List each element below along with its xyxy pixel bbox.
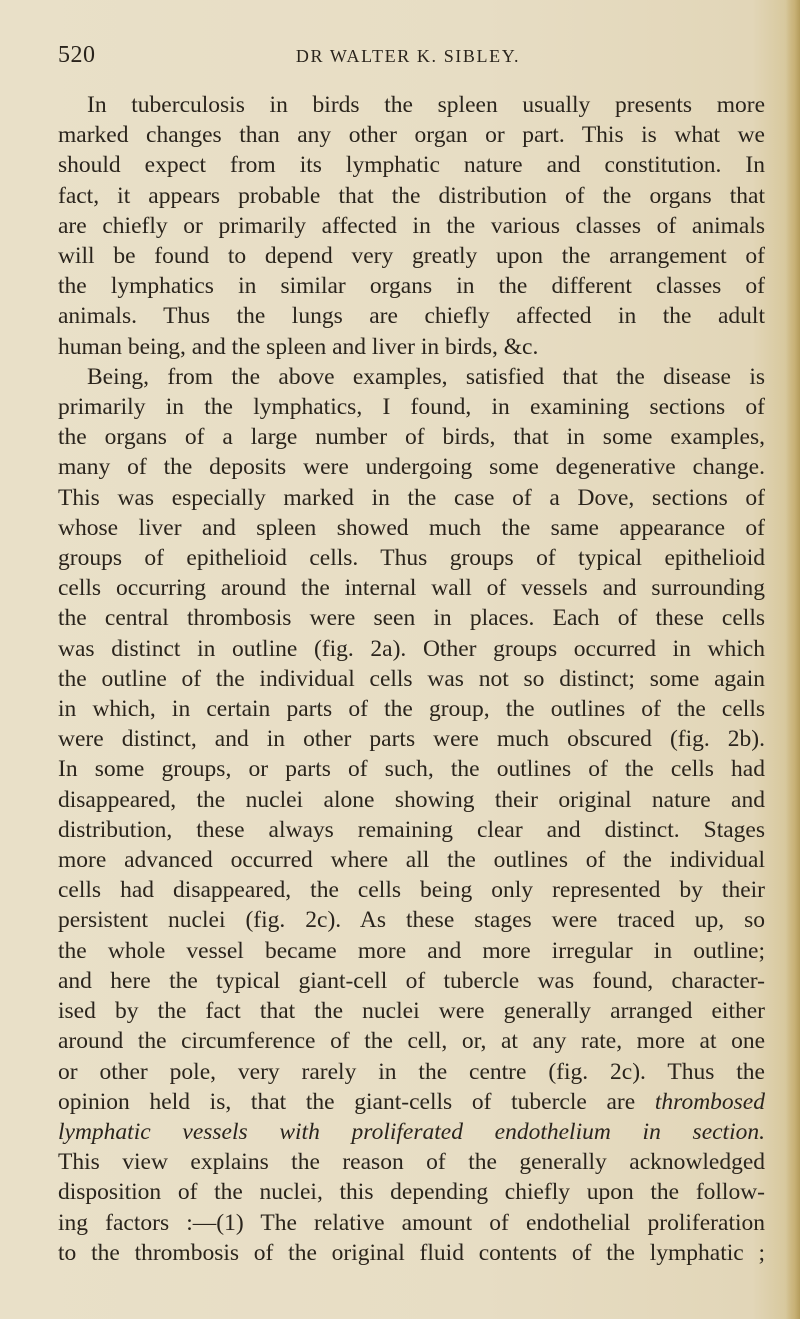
text-line: cells occurring around the internal wall of vessels and surrounding	[58, 575, 765, 602]
text-line: ised by the fact that the nuclei were generally arranged either	[58, 998, 765, 1025]
text-line: the central thrombosis were seen in places. Each of these cells	[58, 605, 765, 632]
text-line: in which, in certain parts of the group, the outlines of the cells	[58, 696, 765, 723]
text-line: the whole vessel became more and more irregular in outline;	[58, 937, 765, 964]
text-line: the organs of a large number of birds, that in some examples,	[58, 424, 765, 451]
text-line: to the thrombosis of the original fluid contents of the lymphatic ;	[58, 1239, 765, 1266]
text-line: fact, it appears probable that the distribution of the organs that	[58, 182, 765, 209]
text-line: many of the deposits were undergoing some degenerative change.	[58, 454, 765, 481]
text-line: marked changes than any other organ or part. This is what we	[58, 122, 765, 149]
text-line: disposition of the nuclei, this depending chiefly upon the follow-	[58, 1179, 765, 1206]
body-text	[58, 90, 765, 1268]
text-line: This view explains the reason of the generally acknowledged	[58, 1149, 765, 1176]
text-line: should expect from its lymphatic nature and constitution. In	[58, 152, 765, 179]
page-number: 520	[58, 42, 96, 68]
text-line: opinion held is, that the giant-cells of tubercle are thrombosed	[58, 1088, 765, 1115]
text-line: cells had disappeared, the cells being only represented by their	[58, 877, 765, 904]
running-head: DR WALTER K. SIBLEY.	[295, 46, 521, 66]
text-line: disappeared, the nuclei alone showing their original nature and	[58, 786, 765, 813]
text-line: the outline of the individual cells was not so distinct; some again	[58, 665, 765, 692]
text-line: and here the typical giant-cell of tubercle was found, character-	[58, 967, 765, 994]
text-line: more advanced occurred where all the outlines of the individual	[58, 847, 765, 874]
text-line: around the circumference of the cell, or, at any rate, more at one	[58, 1028, 765, 1055]
text-line: Being, from the above examples, satisfied that the disease is	[87, 363, 765, 390]
text-line: distribution, these always remaining clear and distinct. Stages	[58, 816, 765, 843]
text-line: whose liver and spleen showed much the same appearance of	[58, 514, 765, 541]
page-header	[58, 42, 758, 72]
text-line: human being, and the spleen and liver in birds, &c.	[58, 333, 539, 360]
text-line: This was especially marked in the case of a Dove, sections of	[58, 484, 765, 511]
text-line: the lymphatics in similar organs in the different classes of	[58, 273, 765, 300]
text-line: In some groups, or parts of such, the outlines of the cells had	[58, 756, 765, 783]
text-line: animals. Thus the lungs are chiefly affected in the adult	[58, 303, 765, 330]
text-line: are chiefly or primarily affected in the various classes of animals	[58, 212, 765, 239]
text-line: lymphatic vessels with proliferated endothelium in section.	[58, 1118, 765, 1145]
text-line: persistent nuclei (fig. 2c). As these stages were traced up, so	[58, 907, 765, 934]
text-line: In tuberculosis in birds the spleen usually presents more	[87, 92, 765, 118]
text-line: will be found to depend very greatly upon the arrangement of	[58, 243, 765, 270]
page-edge-shadow	[786, 0, 800, 1319]
text-line: or other pole, very rarely in the centre (fig. 2c). Thus the	[58, 1058, 765, 1085]
text-line: was distinct in outline (fig. 2a). Other groups occurred in which	[58, 635, 765, 662]
text-line: groups of epithelioid cells. Thus groups of typical epithelioid	[58, 545, 765, 572]
text-line: ing factors :—(1) The relative amount of endothelial proliferation	[58, 1209, 765, 1236]
text-line: primarily in the lymphatics, I found, in examining sections of	[58, 394, 765, 421]
text-line: were distinct, and in other parts were much obscured (fig. 2b).	[58, 726, 765, 753]
